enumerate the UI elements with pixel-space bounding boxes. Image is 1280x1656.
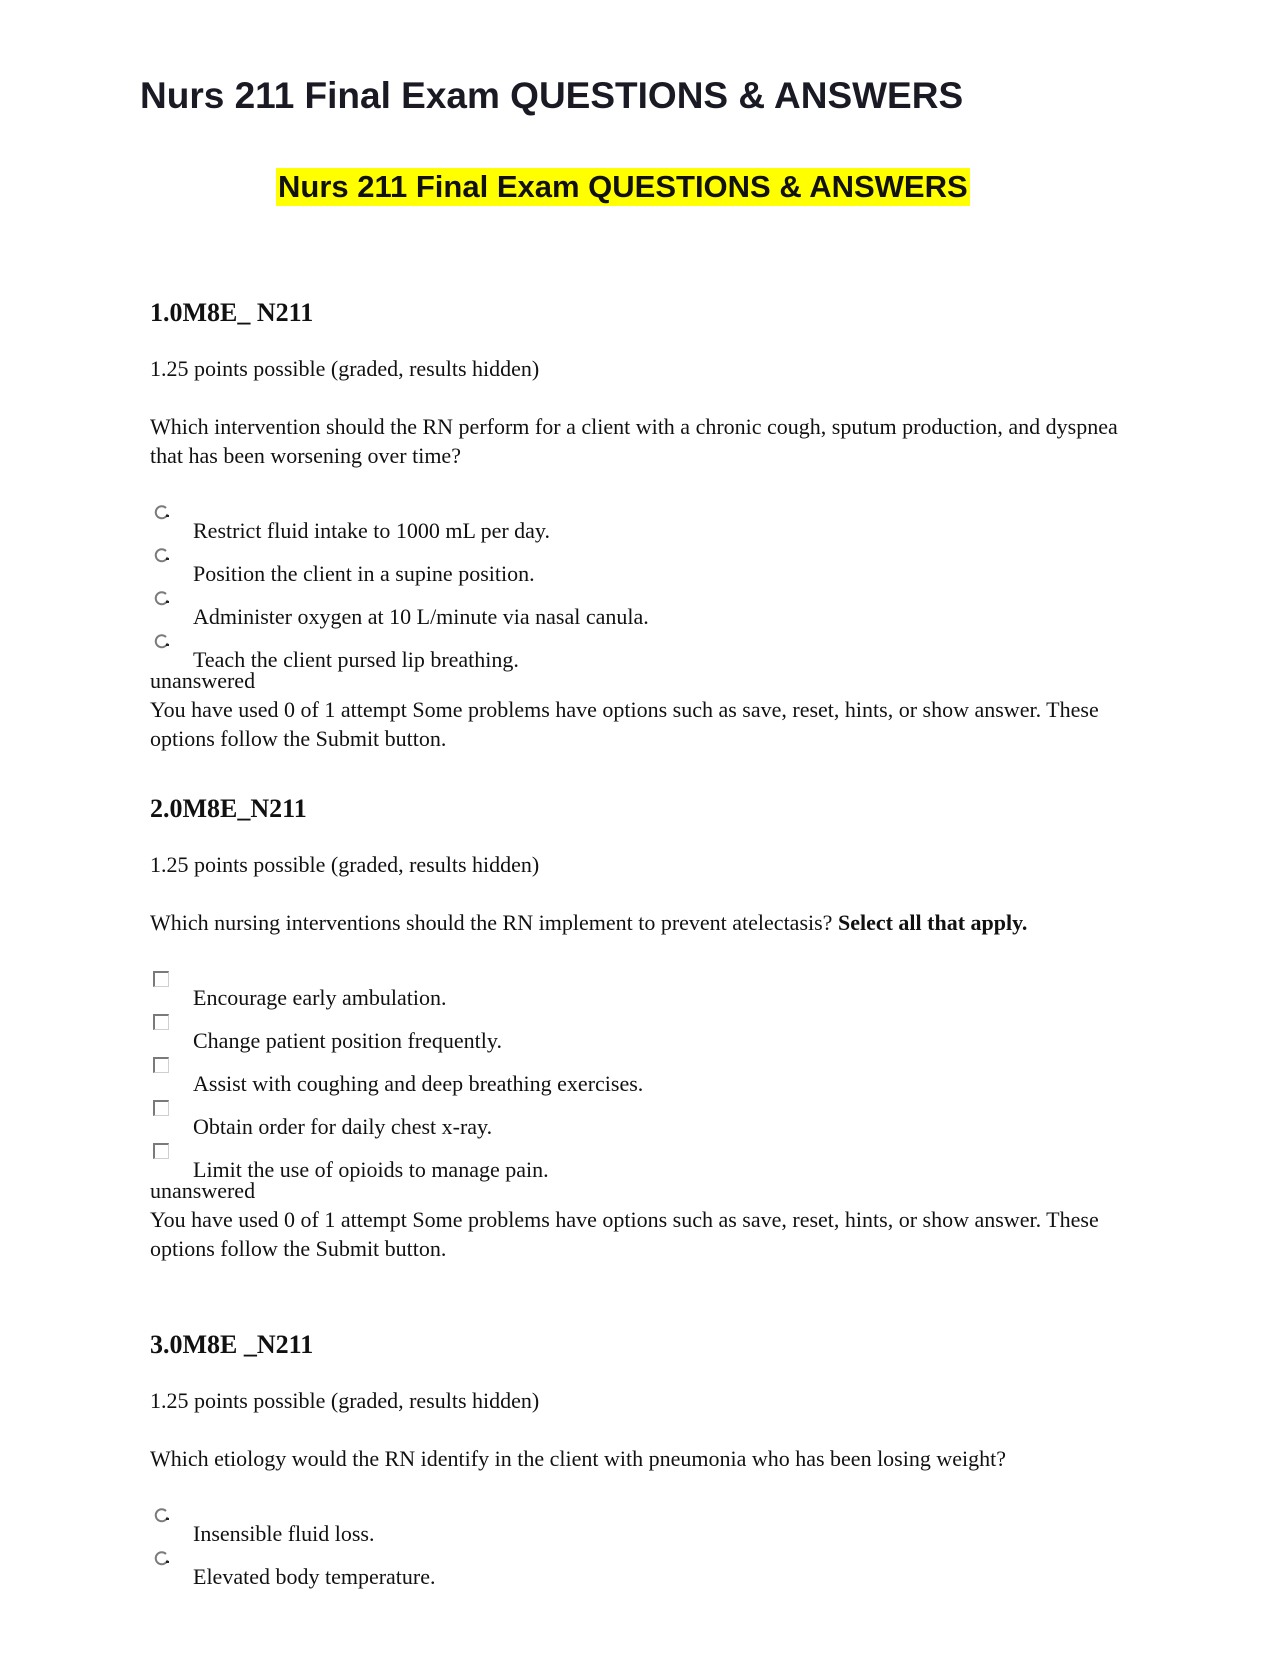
prompt-text: Which nursing interventions should the RN implement to prevent atelectasis? <box>150 910 838 935</box>
answer-options <box>150 971 1130 1182</box>
option-5[interactable] <box>150 1143 1130 1182</box>
points-possible: 1.25 points possible (graded, results hidden) <box>150 1388 540 1413</box>
answer-status: unanswered <box>150 1178 256 1203</box>
radio-button-icon[interactable] <box>154 504 170 520</box>
prompt-text: Which intervention should the RN perform for a client with a chronic cough, sputum production, and dyspnea that has been worsening over time? <box>150 414 1118 468</box>
option-label: Obtain order for daily chest x-ray. <box>193 1114 493 1139</box>
option-2[interactable] <box>150 1550 1130 1593</box>
document-title: Nurs 211 Final Exam QUESTIONS & ANSWERS <box>140 75 964 116</box>
attempts-info: You have used 0 of 1 attempt Some problems have options such as save, reset, hints, or show answer. These options follow the Submit button. <box>150 1207 1099 1261</box>
option-label: Assist with coughing and deep breathing exercises. <box>193 1071 644 1096</box>
option-label: Elevated body temperature. <box>193 1564 436 1589</box>
radio-button-icon[interactable] <box>154 590 170 606</box>
radio-button-icon[interactable] <box>154 1550 170 1566</box>
option-3[interactable] <box>150 1057 1130 1100</box>
prompt-text: Which etiology would the RN identify in the client with pneumonia who has been losing weight? <box>150 1446 1007 1471</box>
question-heading: 1.0M8E_ N211 <box>150 298 314 327</box>
option-1[interactable] <box>150 1507 1130 1550</box>
question-prompt <box>150 412 1130 470</box>
option-label: Insensible fluid loss. <box>193 1521 375 1546</box>
points-possible: 1.25 points possible (graded, results hidden) <box>150 852 540 877</box>
option-label: Position the client in a supine position. <box>193 561 535 586</box>
option-label: Encourage early ambulation. <box>193 985 447 1010</box>
option-4[interactable] <box>150 1100 1130 1143</box>
checkbox-icon[interactable] <box>153 1143 169 1159</box>
checkbox-icon[interactable] <box>153 1057 169 1073</box>
checkbox-icon[interactable] <box>153 971 169 987</box>
radio-button-icon[interactable] <box>154 633 170 649</box>
question-heading: 2.0M8E_N211 <box>150 794 307 823</box>
answer-status: unanswered <box>150 668 256 693</box>
option-label: Change patient position frequently. <box>193 1028 502 1053</box>
option-label: Teach the client pursed lip breathing. <box>193 647 519 672</box>
question-1 <box>150 296 1130 753</box>
question-heading: 3.0M8E _N211 <box>150 1330 314 1359</box>
document-subtitle-highlighted: Nurs 211 Final Exam QUESTIONS & ANSWERS <box>278 169 968 204</box>
points-possible: 1.25 points possible (graded, results hidden) <box>150 356 540 381</box>
option-4[interactable] <box>150 633 1130 672</box>
checkbox-icon[interactable] <box>153 1100 169 1116</box>
answer-options <box>150 1507 1130 1593</box>
option-1[interactable] <box>150 971 1130 1014</box>
option-label: Restrict fluid intake to 1000 mL per day. <box>193 518 551 543</box>
option-2[interactable] <box>150 1014 1130 1057</box>
radio-button-icon[interactable] <box>154 1507 170 1523</box>
question-3 <box>150 1328 1130 1593</box>
option-label: Limit the use of opioids to manage pain. <box>193 1157 549 1182</box>
question-2 <box>150 792 1130 1263</box>
radio-button-icon[interactable] <box>154 547 170 563</box>
question-prompt <box>150 908 1130 937</box>
option-label: Administer oxygen at 10 L/minute via nasal canula. <box>193 604 649 629</box>
attempts-info: You have used 0 of 1 attempt Some problems have options such as save, reset, hints, or show answer. These options follow the Submit button. <box>150 697 1099 751</box>
answer-options <box>150 504 1130 672</box>
option-3[interactable] <box>150 590 1130 633</box>
option-2[interactable] <box>150 547 1130 590</box>
checkbox-icon[interactable] <box>153 1014 169 1030</box>
question-prompt <box>150 1444 1130 1473</box>
option-1[interactable] <box>150 504 1130 547</box>
prompt-emphasis: Select all that apply. <box>837 910 1028 935</box>
